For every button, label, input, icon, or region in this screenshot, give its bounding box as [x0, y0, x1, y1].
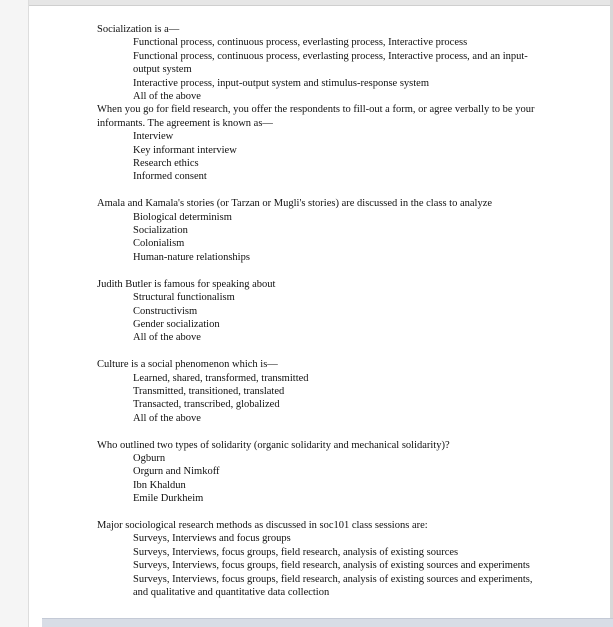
answer-options — [97, 532, 557, 599]
answer-option: Colonialism — [133, 238, 185, 250]
answer-option: Orgurn and Nimkoff — [133, 466, 220, 478]
answer-option: Interactive process, input-output system and stimulus-response system — [133, 77, 429, 89]
answer-option: Informed consent — [133, 171, 207, 183]
question-stem: Culture is a social phenomenon which is— — [97, 359, 278, 371]
page-left-margin — [0, 0, 29, 627]
answer-option: Human-nature relationships — [133, 251, 250, 263]
question-stem: Socialization is a— — [97, 24, 180, 35]
question-6 — [97, 439, 557, 506]
answer-option: Learned, shared, transformed, transmitted — [133, 372, 309, 384]
answer-option: Key informant interview — [133, 144, 237, 156]
answer-option: Constructivism — [133, 305, 198, 317]
answer-option: Ibn Khaldun — [133, 479, 186, 491]
question-stem: Who outlined two types of solidarity (organic solidarity and mechanical solidarity)? — [97, 439, 450, 451]
answer-option: Emile Durkheim — [133, 493, 204, 505]
question-2 — [97, 103, 557, 183]
answer-option: Interview — [133, 131, 174, 143]
answer-option: Functional process, continuous process, everlasting process, Interactive process, and an input-output system — [133, 50, 528, 76]
question-stem: Amala and Kamala's stories (or Tarzan or Mugli's stories) are discussed in the class to analyze — [97, 198, 493, 210]
answer-option: Transmitted, transitioned, translated — [133, 385, 285, 397]
answer-option: Gender socialization — [133, 318, 220, 330]
answer-option: Surveys, Interviews, focus groups, field research, analysis of existing sources and experiments — [133, 560, 530, 572]
answer-option: Functional process, continuous process, everlasting process, Interactive process — [133, 37, 468, 49]
question-stem: Judith Butler is famous for speaking about — [97, 278, 276, 290]
answer-option: Biological determinism — [133, 211, 232, 223]
question-stem: When you go for field research, you offer the respondents to fill-out a form, or agree verbally to be your informants. The agreement is known as— — [97, 104, 535, 129]
answer-options — [97, 211, 557, 265]
answer-option: All of the above — [133, 412, 201, 424]
question-stem: Major sociological research methods as discussed in soc101 class sessions are: — [97, 519, 428, 531]
question-5 — [97, 358, 557, 425]
answer-option: Research ethics — [133, 158, 199, 170]
document-body — [97, 23, 557, 599]
answer-option: Surveys, Interviews, focus groups, field research, analysis of existing sources — [133, 546, 459, 558]
answer-options — [97, 291, 557, 345]
page-top-edge — [0, 0, 613, 6]
answer-options — [97, 130, 557, 184]
answer-options — [97, 372, 557, 426]
page-bottom-edge — [42, 618, 613, 627]
answer-options — [97, 452, 557, 506]
answer-option: Socialization — [133, 225, 188, 237]
answer-option: Transacted, transcribed, globalized — [133, 399, 280, 411]
answer-option: All of the above — [133, 91, 201, 103]
question-3 — [97, 197, 557, 264]
answer-options — [97, 36, 557, 103]
answer-option: All of the above — [133, 332, 201, 344]
question-1 — [97, 23, 557, 103]
answer-option: Surveys, Interviews, focus groups, field research, analysis of existing sources and experiments, and qualitative and quantitative data collection — [133, 573, 533, 598]
answer-option: Ogburn — [133, 452, 166, 464]
question-4 — [97, 278, 557, 345]
answer-option: Structural functionalism — [133, 292, 235, 304]
question-7 — [97, 519, 557, 599]
answer-option: Surveys, Interviews and focus groups — [133, 533, 291, 545]
